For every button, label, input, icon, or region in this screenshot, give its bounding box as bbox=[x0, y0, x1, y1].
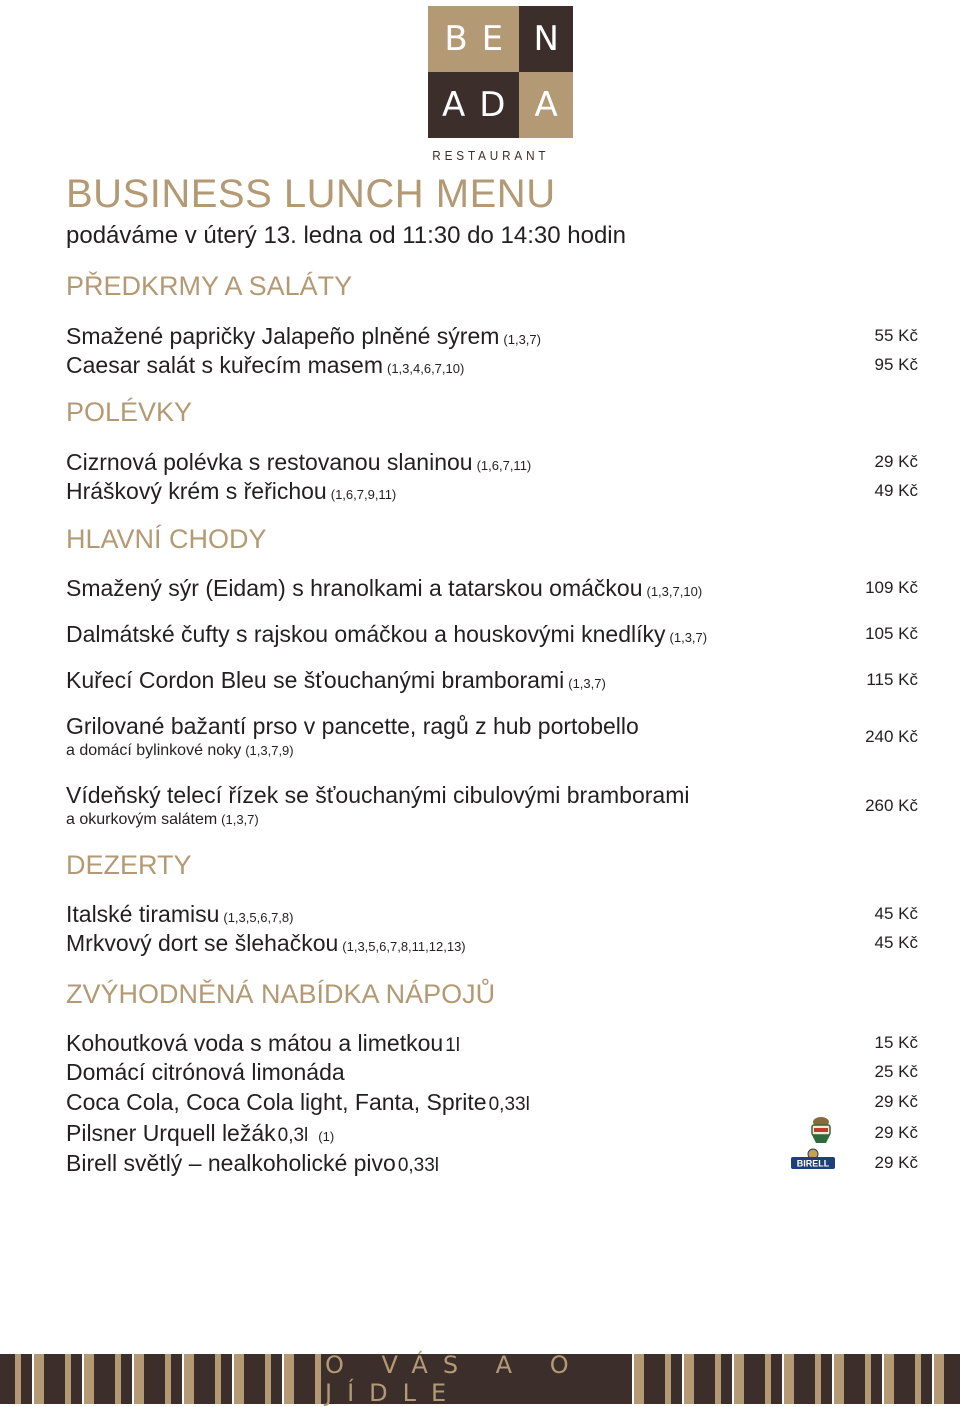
item-name: Vídeňský telecí řízek se šťouchanými cibulovými bramborami bbox=[66, 782, 690, 808]
section-title-desserts: DEZERTY bbox=[66, 850, 192, 880]
item-allergens: (1,3,7) bbox=[503, 332, 541, 347]
menu-subtitle: podáváme v úterý 13. ledna od 11:30 do 14:30 hodin bbox=[66, 222, 626, 249]
item-price: 15 Kč bbox=[874, 1033, 918, 1052]
menu-item bbox=[66, 712, 639, 762]
item-volume: 0,33l bbox=[488, 1094, 530, 1115]
menu-item bbox=[66, 351, 464, 383]
item-name: Domácí citrónová limonáda bbox=[66, 1059, 345, 1085]
item-name: Grilované bažantí prso v pancette, ragů z hub portobello bbox=[66, 713, 639, 739]
menu-item bbox=[66, 666, 606, 698]
item-price: 115 Kč bbox=[866, 670, 918, 689]
item-name: Smažený sýr (Eidam) s hranolkami a tatarskou omáčkou bbox=[66, 575, 643, 601]
item-allergens: (1,6,7,9,11) bbox=[330, 487, 397, 502]
menu-item bbox=[66, 448, 531, 480]
item-price: 25 Kč bbox=[874, 1062, 918, 1081]
item-name: Coca Cola, Coca Cola light, Fanta, Sprite bbox=[66, 1089, 487, 1115]
item-price: 240 Kč bbox=[865, 727, 918, 746]
footer-slogan: O VÁS A O JÍDLE bbox=[325, 1351, 584, 1407]
footer-slogan-box bbox=[325, 1351, 631, 1407]
section-title-soups: POLÉVKY bbox=[66, 397, 193, 427]
item-name: Pilsner Urquell ležák bbox=[66, 1120, 276, 1146]
item-price: 109 Kč bbox=[865, 578, 918, 597]
birell-badge-text: BIRELL bbox=[796, 1158, 830, 1169]
item-name: Cizrnová polévka s restovanou slaninou bbox=[66, 449, 473, 475]
item-price: 29 Kč bbox=[874, 1153, 918, 1172]
item-allergens: (1,3,5,6,7,8) bbox=[223, 910, 294, 925]
item-name: Kuřecí Cordon Bleu se šťouchanými bramborami bbox=[66, 667, 565, 693]
item-price: 45 Kč bbox=[874, 933, 918, 952]
menu-item bbox=[66, 900, 293, 932]
item-price: 95 Kč bbox=[874, 355, 918, 374]
item-allergens: (1,3,7,9) bbox=[245, 743, 294, 758]
item-allergens: (1) bbox=[318, 1129, 335, 1144]
footer-band bbox=[0, 1351, 960, 1407]
logo-cell: AD bbox=[428, 72, 519, 138]
logo-cell: BE bbox=[428, 6, 519, 72]
item-price: 55 Kč bbox=[874, 326, 918, 345]
section-title-mains: HLAVNÍ CHODY bbox=[66, 524, 267, 554]
section-title-drinks: ZVÝHODNĚNÁ NABÍDKA NÁPOJŮ bbox=[66, 979, 496, 1009]
item-name: Mrkvový dort se šlehačkou bbox=[66, 930, 339, 956]
menu-item bbox=[66, 1088, 530, 1119]
item-volume: 0,3l bbox=[277, 1125, 309, 1146]
item-price: 29 Kč bbox=[874, 1092, 918, 1111]
item-subline-text: a domácí bylinkové noky bbox=[66, 742, 242, 759]
item-price: 49 Kč bbox=[874, 481, 918, 500]
item-allergens: (1,6,7,11) bbox=[476, 458, 532, 473]
restaurant-logo bbox=[428, 6, 573, 163]
menu-item bbox=[66, 1029, 460, 1060]
logo-tagline: RESTAURANT bbox=[432, 148, 550, 163]
item-allergens: (1,3,7) bbox=[568, 676, 606, 691]
menu-item bbox=[66, 781, 689, 831]
section-title-starters: PŘEDKRMY A SALÁTY bbox=[66, 271, 353, 301]
item-price: 260 Kč bbox=[865, 796, 918, 815]
item-name: Italské tiramisu bbox=[66, 901, 220, 927]
item-subline bbox=[66, 740, 639, 762]
item-name: Kohoutková voda s mátou a limetkou bbox=[66, 1030, 444, 1056]
item-volume: 1l bbox=[445, 1035, 460, 1056]
item-name: Hráškový krém s řeřichou bbox=[66, 478, 327, 504]
menu-item bbox=[66, 620, 707, 652]
item-price: 29 Kč bbox=[874, 1123, 918, 1142]
pilsner-urquell-logo-icon bbox=[808, 1116, 834, 1149]
menu-item bbox=[66, 574, 702, 606]
menu-item bbox=[66, 1149, 439, 1180]
item-subline-text: a okurkovým salátem bbox=[66, 811, 218, 828]
logo-cell: A bbox=[519, 72, 572, 138]
item-allergens: (1,3,5,6,7,8,11,12,13) bbox=[342, 939, 466, 954]
menu-item bbox=[66, 929, 466, 961]
item-allergens: (1,3,7) bbox=[221, 812, 259, 827]
item-allergens: (1,3,4,6,7,10) bbox=[386, 361, 465, 376]
menu-item bbox=[66, 1119, 334, 1151]
menu-item bbox=[66, 1058, 345, 1086]
item-price: 105 Kč bbox=[865, 624, 918, 643]
item-name: Birell světlý – nealkoholické pivo bbox=[66, 1150, 396, 1176]
item-subline bbox=[66, 809, 689, 831]
menu-title: BUSINESS LUNCH MENU bbox=[66, 172, 556, 216]
item-name: Dalmátské čufty s rajskou omáčkou a houskovými knedlíky bbox=[66, 621, 666, 647]
logo-cell: N bbox=[519, 6, 572, 72]
menu-item bbox=[66, 477, 396, 509]
item-allergens: (1,3,7) bbox=[669, 630, 708, 645]
item-name: Caesar salát s kuřecím masem bbox=[66, 352, 383, 378]
birell-logo-icon bbox=[790, 1148, 836, 1172]
item-volume: 0,33l bbox=[397, 1155, 440, 1176]
item-allergens: (1,3,7,10) bbox=[646, 584, 703, 599]
menu-item bbox=[66, 322, 541, 354]
item-price: 45 Kč bbox=[874, 904, 918, 923]
item-name: Smažené papričky Jalapeño plněné sýrem bbox=[66, 323, 500, 349]
item-price: 29 Kč bbox=[874, 452, 918, 471]
